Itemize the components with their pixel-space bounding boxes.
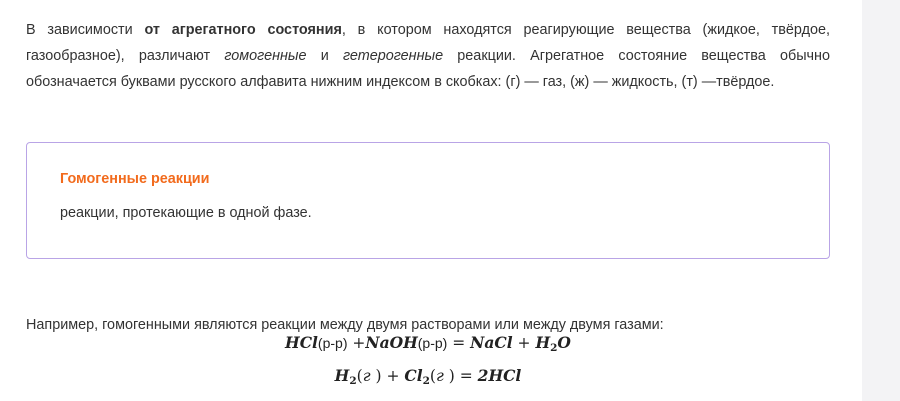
operator: = — [447, 334, 471, 352]
operator: + — [381, 367, 405, 385]
formula-term: Cl — [404, 366, 423, 385]
term-homogeneous: гомогенные — [224, 48, 307, 64]
reaction-equation-2 — [26, 366, 830, 387]
paren: ( — [429, 367, 436, 385]
operator: + — [347, 334, 366, 352]
state-label: (р-р) — [417, 335, 448, 351]
formula-term: 2HCl — [477, 366, 522, 385]
subscript: 2 — [550, 342, 558, 354]
formula-term: HCl — [285, 333, 318, 352]
formula-term: H — [334, 366, 350, 385]
intro-text: реакции. Агрегатное состояние вещества обычно обозначается буквами русского алфавита нижним индексом в скобках: (г) — газ, (ж) — жидкость, (т) —твёрдое. — [26, 48, 830, 90]
formula-term: NaCl — [470, 333, 513, 352]
intro-text: В зависимости — [26, 22, 145, 38]
state-label: г — [435, 367, 444, 385]
side-panel — [862, 0, 900, 401]
definition-box — [26, 142, 830, 259]
intro-bold-term: от агрегатного состояния — [144, 22, 342, 38]
subscript: 2 — [349, 375, 357, 387]
state-label: (р-р) — [317, 335, 348, 351]
definition-text: реакции, протекающие в одной фазе. — [60, 205, 312, 221]
paren: ) — [370, 367, 382, 385]
paren: ) — [443, 367, 455, 385]
subscript: 2 — [422, 375, 430, 387]
example-paragraph: Например, гомогенными являются реакции между двумя растворами или между двумя газами: — [26, 317, 664, 334]
formula-term: O — [557, 333, 571, 352]
intro-paragraph — [26, 17, 830, 95]
formula-term: H — [535, 333, 551, 352]
intro-text: и — [306, 48, 343, 64]
operator: = — [454, 367, 478, 385]
definition-title: Гомогенные реакции — [60, 171, 210, 187]
reaction-equation-1 — [26, 333, 830, 354]
formula-term: NaOH — [365, 333, 418, 352]
intro-text: , в котором находятся реагирующие вещества (жидкое, твёрдое, газообразное), различают — [26, 22, 830, 64]
state-label: г — [362, 367, 371, 385]
operator: + — [512, 334, 536, 352]
term-heterogeneous: гетерогенные — [342, 48, 444, 64]
paren: ( — [356, 367, 363, 385]
